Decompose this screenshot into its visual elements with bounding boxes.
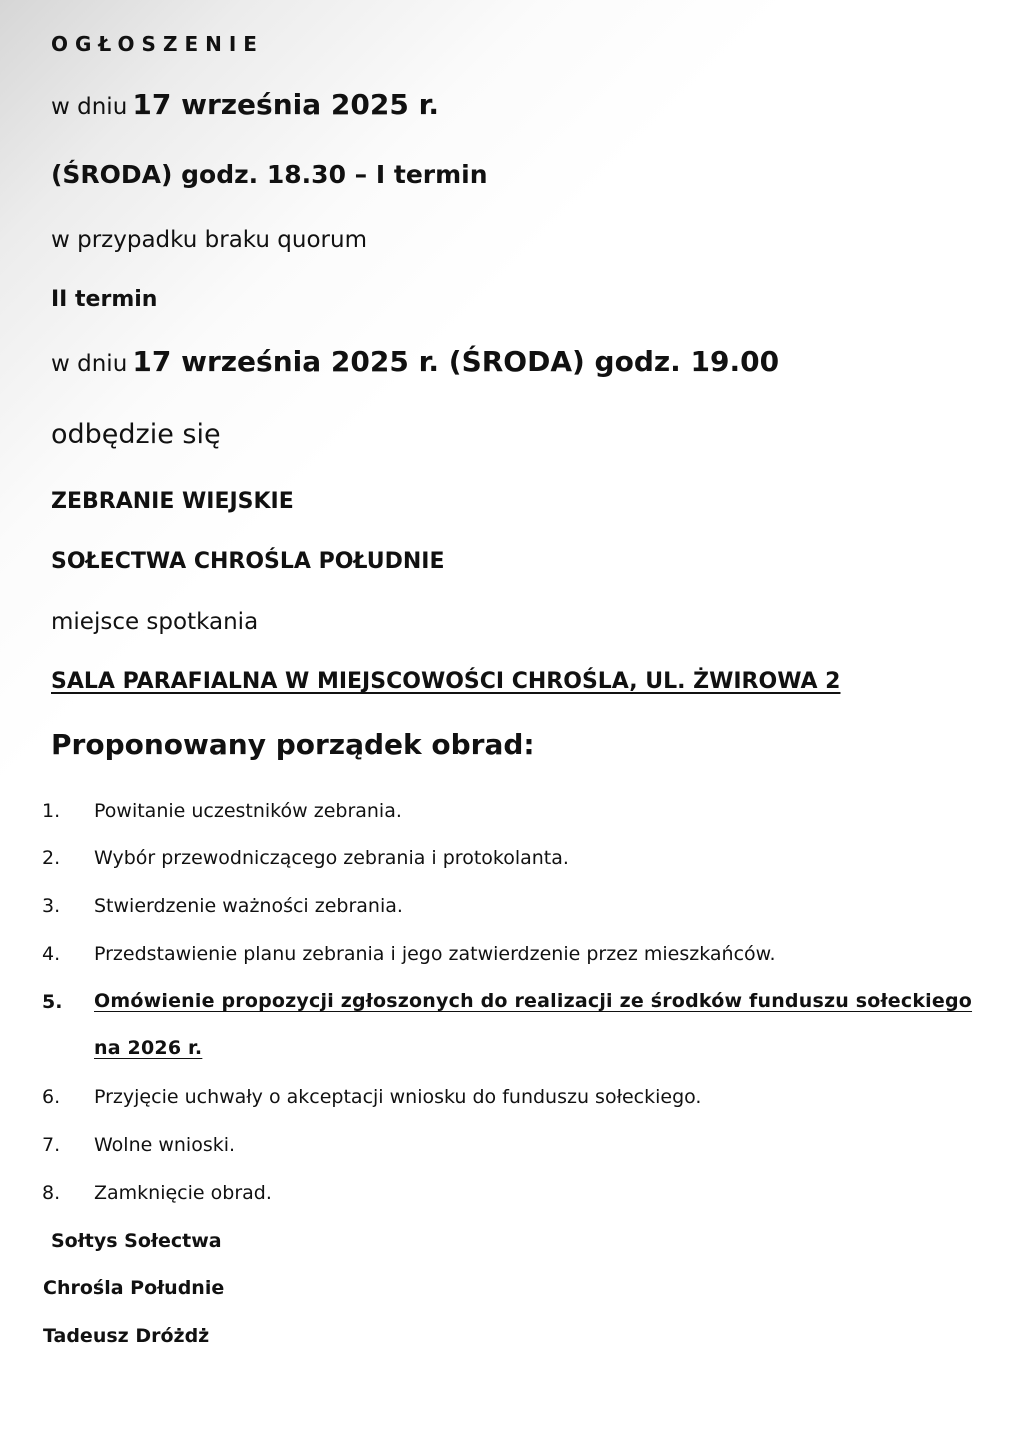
agenda-item-number: 8. <box>42 1182 61 1204</box>
agenda-item-text: Wolne wnioski. <box>94 1134 236 1156</box>
agenda-item-text: Powitanie uczestników zebrania. <box>94 800 402 822</box>
agenda-item-number: 2. <box>42 847 61 869</box>
announcement-title: OGŁOSZENIE <box>51 32 264 56</box>
agenda-item-number: 1. <box>42 800 61 822</box>
agenda-item-text: Przyjęcie uchwały o akceptacji wniosku do funduszu sołeckiego. <box>94 1086 702 1108</box>
agenda-item-number: 7. <box>42 1134 61 1156</box>
meeting-place: SALA PARAFIALNA W MIEJSCOWOŚCI CHROŚLA, UL. ŻWIROWA 2 <box>51 669 841 694</box>
agenda-item-text: Zamknięcie obrad. <box>94 1182 272 1204</box>
first-term-time: (ŚRODA) godz. 18.30 – I termin <box>51 160 488 189</box>
quorum-note: w przypadku braku quorum <box>51 227 367 253</box>
agenda-item-text: Wybór przewodniczącego zebrania i protokolanta. <box>94 847 569 869</box>
place-label: miejsce spotkania <box>51 609 259 635</box>
second-term-date-line <box>51 345 780 378</box>
event-name-line2: SOŁECTWA CHROŚLA POŁUDNIE <box>51 549 445 574</box>
second-term-date-prefix: w dniu <box>51 351 128 377</box>
signature-role: Sołtys Sołectwa <box>51 1230 222 1252</box>
agenda-item-number: 4. <box>42 943 61 965</box>
agenda-title: Proponowany porządek obrad: <box>51 728 535 761</box>
event-intro: odbędzie się <box>51 419 221 450</box>
first-term-date-line <box>51 88 440 121</box>
second-term-date-time: 17 września 2025 r. (ŚRODA) godz. 19.00 <box>132 345 780 378</box>
signature-name: Tadeusz Dróżdż <box>43 1325 210 1347</box>
agenda-item-text: Omówienie propozycji zgłoszonych do realizacji ze środków funduszu sołeckiego na 2026 r. <box>94 990 973 1059</box>
first-term-date: 17 września 2025 r. <box>132 88 440 121</box>
agenda-item-number: 6. <box>42 1086 61 1108</box>
agenda-item-text: Stwierdzenie ważności zebrania. <box>94 895 403 917</box>
signature-village: Chrośla Południe <box>43 1277 225 1299</box>
second-term-label: II termin <box>51 287 158 312</box>
first-term-date-prefix: w dniu <box>51 94 128 120</box>
agenda-item-text: Przedstawienie planu zebrania i jego zatwierdzenie przez mieszkańców. <box>94 943 776 965</box>
event-name-line1: ZEBRANIE WIEJSKIE <box>51 489 294 514</box>
agenda-item-number: 5. <box>42 991 63 1013</box>
agenda-item-number: 3. <box>42 895 61 917</box>
